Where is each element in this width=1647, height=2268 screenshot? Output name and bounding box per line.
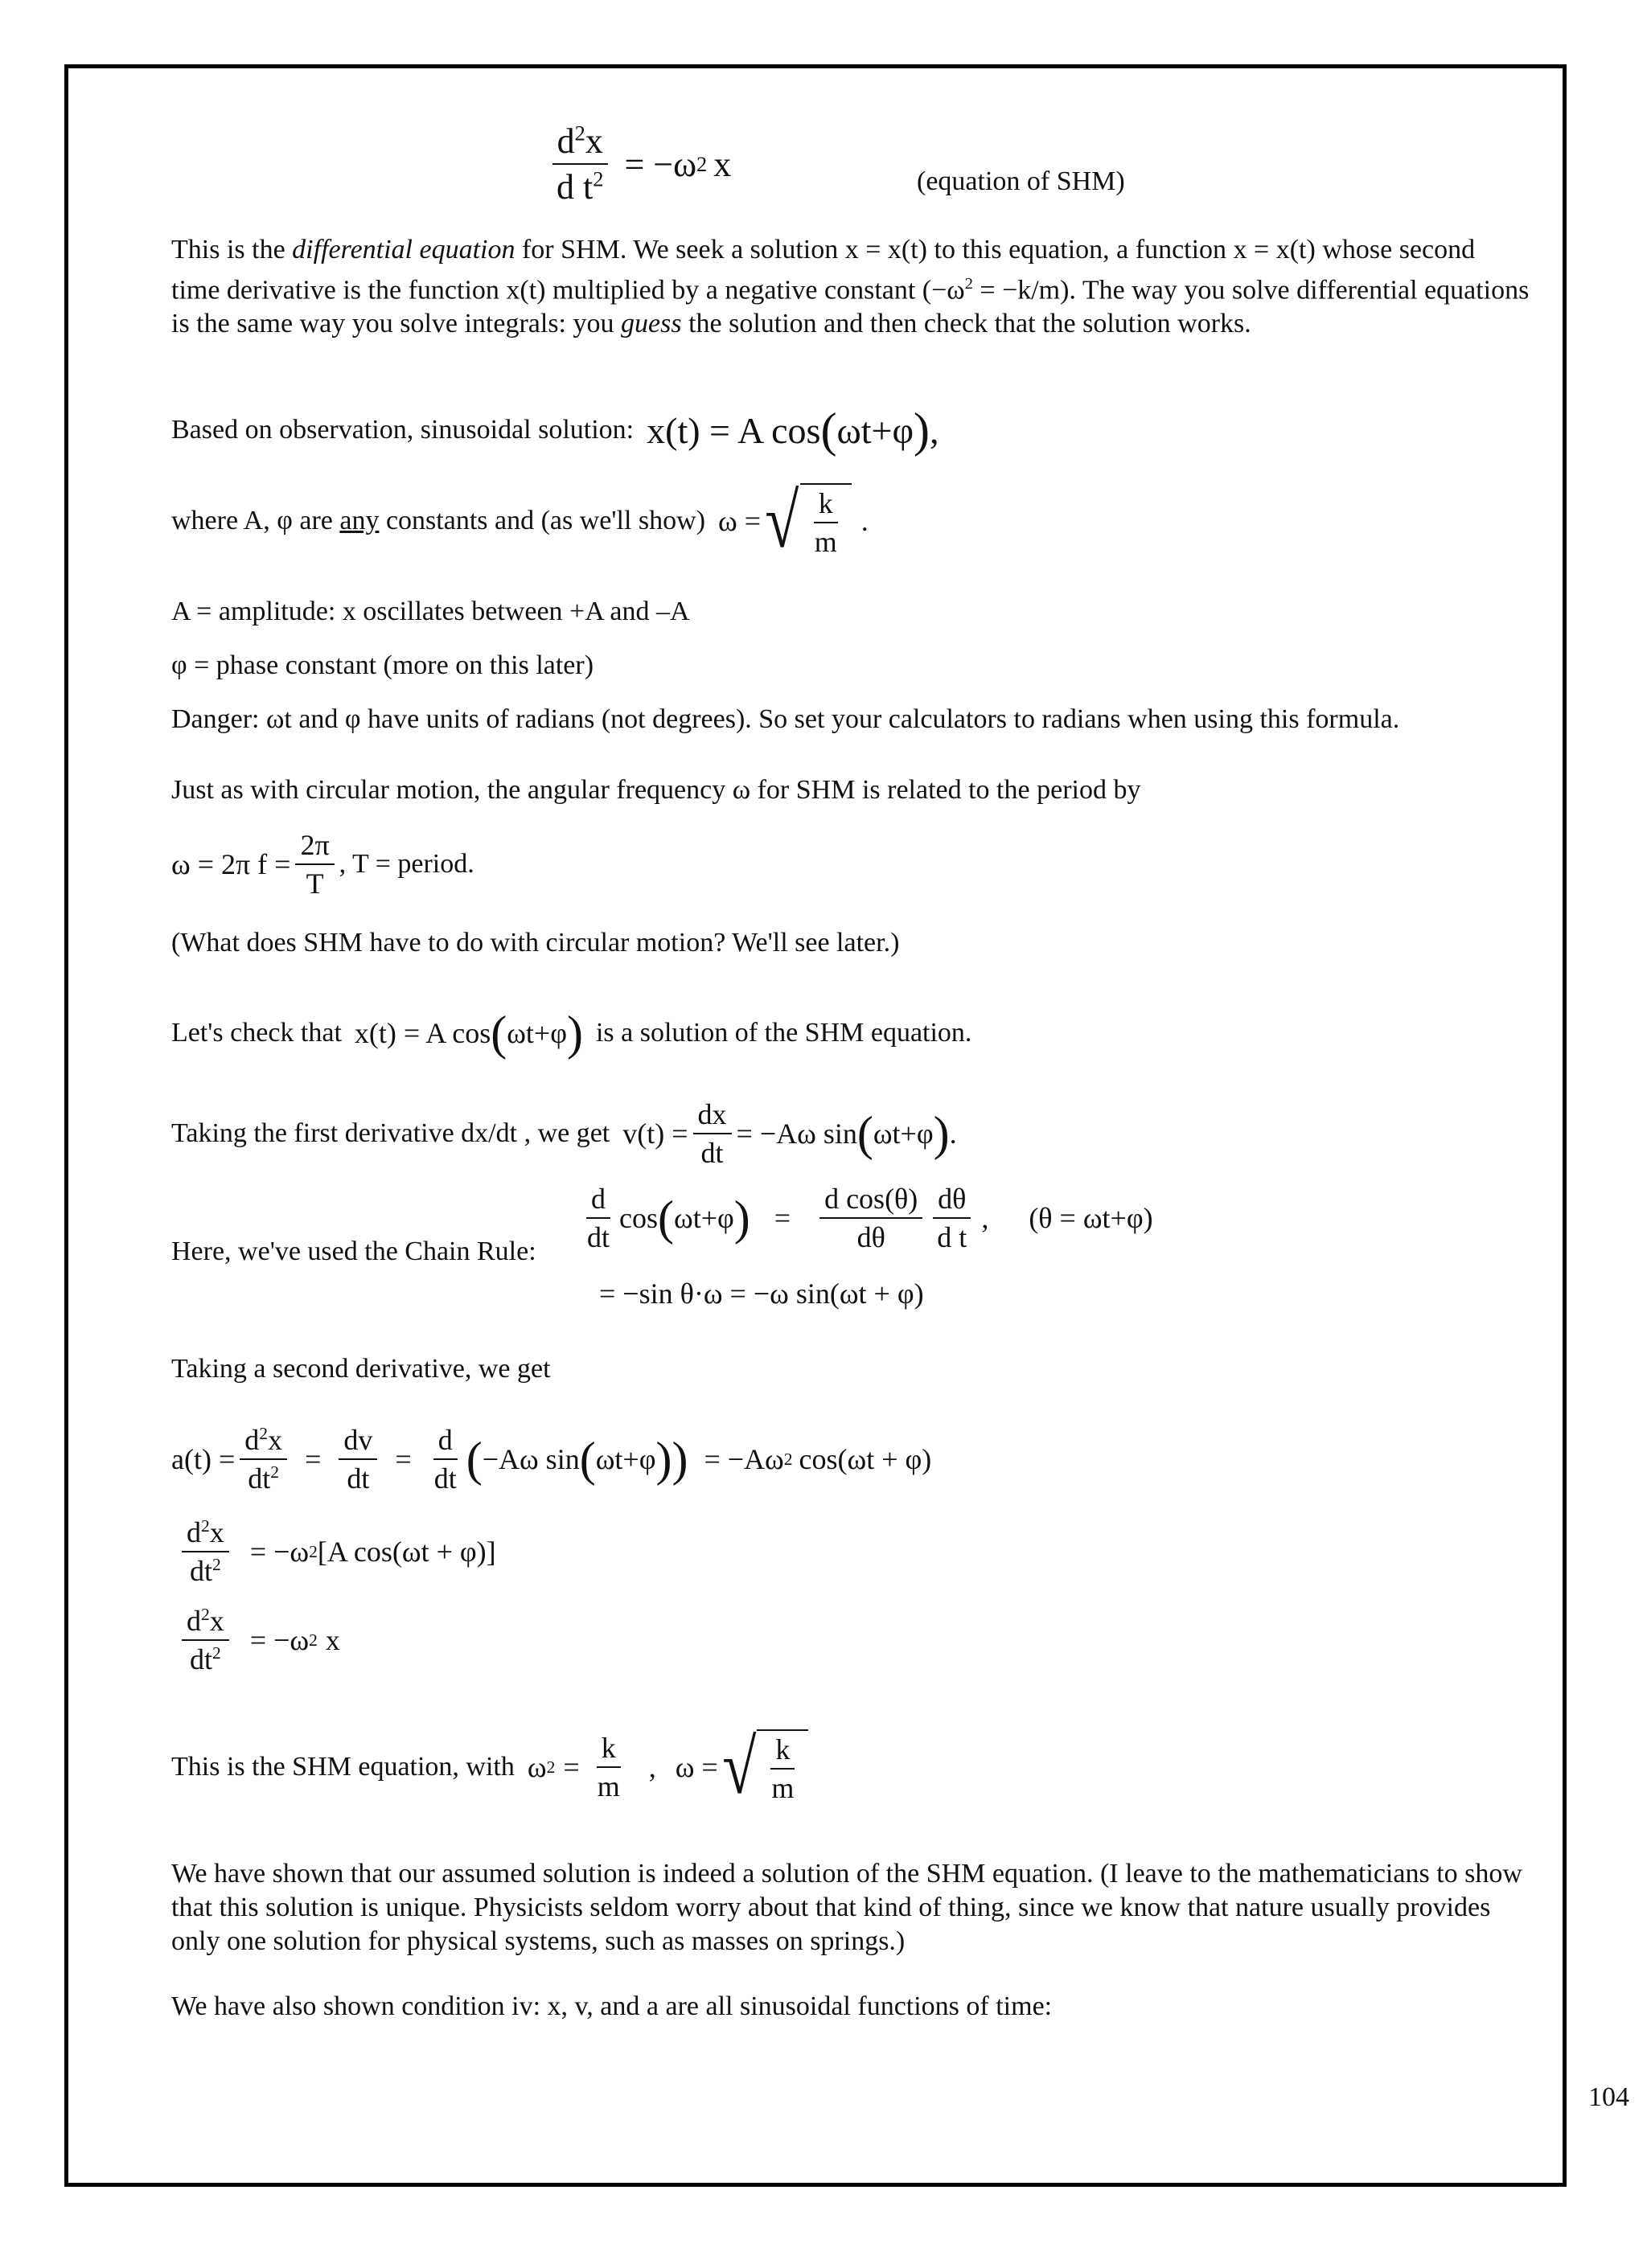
acceleration-line3: $\frac{d^2x}{dt^2}$ = −ω 2 x	[177, 1604, 340, 1676]
period-equation: ω = 2π f = $\frac{2\pi}{T}$ , T = period.	[171, 829, 474, 900]
phase-line: φ = phase constant (more on this later)	[171, 650, 594, 680]
page-number: 104	[1588, 2082, 1629, 2112]
check-line: Let's check that x(t) = A cos ( ωt+φ ) is a solution of the SHM equation.	[171, 1007, 972, 1060]
sinusoidal-solution: Based on observation, sinusoidal solution: x(t) = A cos ( ωt+φ ) ,	[171, 404, 939, 457]
first-derivative: Taking the first derivative dx/dt , we get v(t) = $\frac{dx}{dt}$ = −Aω sin ( ωt+φ ) .	[171, 1098, 957, 1169]
acceleration-line2: $\frac{d^2x}{dt^2}$ = −ω 2 [A cos(ωt + φ)]	[177, 1515, 496, 1588]
shm-equation-label: (equation of SHM)	[917, 166, 1125, 196]
chain-rule-label: Here, we've used the Chain Rule:	[171, 1237, 536, 1266]
circular-line: Just as with circular motion, the angular frequency ω for SHM is related to the period by	[171, 775, 1141, 805]
where-constants: where A, φ are any constants and (as we'll show) ω = √ $\frac{k}{m}$ .	[171, 478, 869, 564]
chain-rule-equation: $\frac{d}{dt}$ cos ( ωt+φ ) = $\frac{\text{d cos(θ)}}{d\theta}$ $\frac{d\theta}{\text{d t}}$ , (θ = ωt+φ)	[587, 1183, 1153, 1253]
amplitude-line: A = amplitude: x oscillates between +A and –A	[171, 597, 690, 626]
second-derivative-line: Taking a second derivative, we get	[171, 1354, 551, 1384]
danger-line: Danger: ωt and φ have units of radians (not degrees). So set your calculators to radians when using this formula.	[171, 704, 1400, 734]
condition-line: We have also shown condition iv: x, v, and a are all sinusoidal functions of time:	[171, 1991, 1053, 2021]
intro-paragraph: This is the differential equation for SHM. We seek a solution x = x(t) to this equation, a function x = x(t) whose second time derivative is the function x(t) multiplied by a negative constant $(-\omega^2 = -k/m)$. The way you solve differential equations is the same way you solve integrals: you guess the solution and then check that the solution works.	[171, 235, 1530, 339]
shm-omega-line: This is the SHM equation, with ω 2 = $\frac{k}{m}$ , ω = √ $\frac{k}{m}$	[171, 1729, 808, 1806]
shm-equation: $\frac{d^2x}{d t^2}$ = −ω 2 x	[547, 121, 731, 207]
chain-rule-line2: = −sin θ·ω = −ω sin(ωt + φ)	[599, 1278, 924, 1310]
shown-paragraph: We have shown that our assumed solution is indeed a solution of the SHM equation. (I leave to the mathematicians to show that this solution is unique. Physicists seldom worry about that kind of thing, since we know that nature usually provides only one solution for physical systems, such as masses on springs.)	[171, 1859, 1522, 1956]
what-line: (What does SHM have to do with circular motion? We'll see later.)	[171, 928, 900, 958]
acceleration-equation: a(t) = $\frac{d^2x}{dt^2}$ = $\frac{dv}{dt}$ = $\frac{d}{dt}$ ( −Aω sin ( ωt+φ ) ) = −Aω 2 cos(ωt + φ)	[171, 1424, 932, 1495]
